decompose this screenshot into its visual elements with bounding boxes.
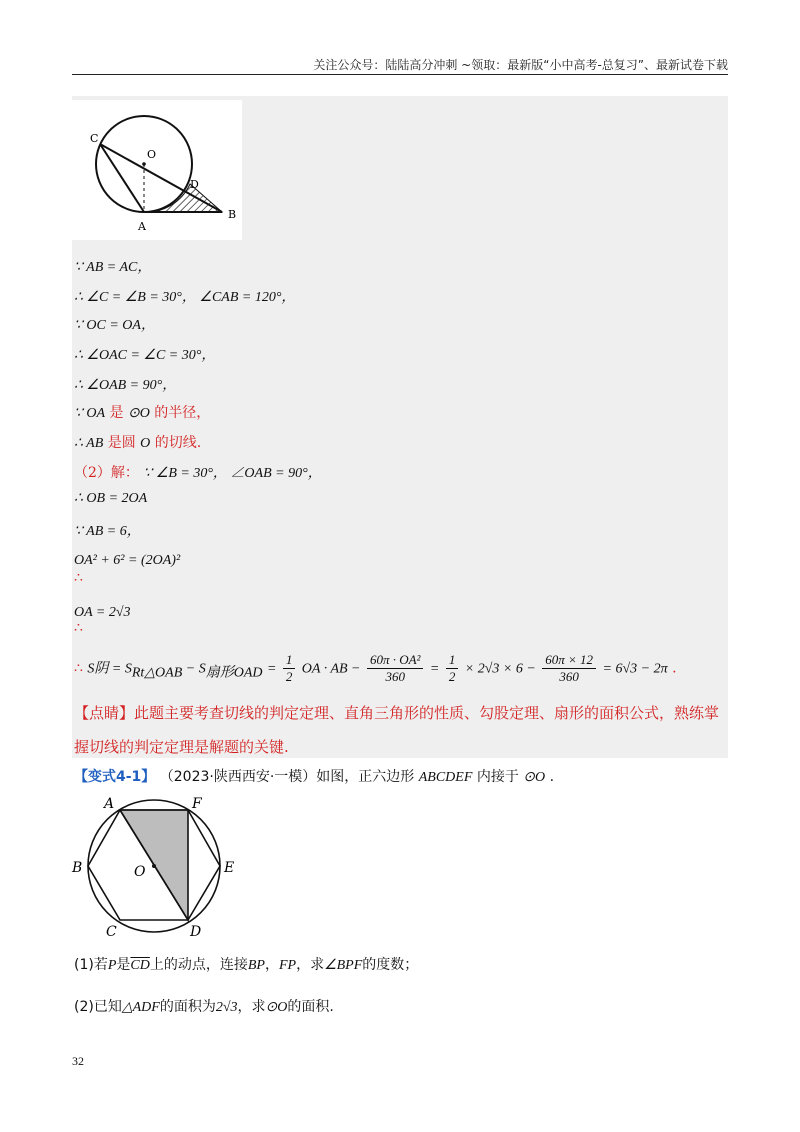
segment-cb <box>100 144 222 212</box>
variant-poly: ABCDEF <box>418 770 473 785</box>
proof-line-11-therefore: ∴ <box>74 570 83 586</box>
proof-line-6-c: ⊙O <box>127 406 150 421</box>
proof-line-8-b: ∵ ∠B = 30°， ∠OAB = 90°， <box>143 466 322 481</box>
proof-line-8-a: （2）解： <box>74 465 139 481</box>
proof-line-13-t1: OA · AB − <box>301 661 361 677</box>
proof-line-13-t3: = 6√3 − 2π <box>602 661 668 677</box>
label-hex-d: D <box>190 924 202 936</box>
label-hex-c: C <box>106 924 117 936</box>
proof-line-6 <box>74 402 210 422</box>
proof-line-13 <box>74 652 677 685</box>
shaded-region <box>144 184 222 212</box>
proof-line-5: ∴ ∠OAB = 90°， <box>74 378 177 393</box>
proof-line-13-eq2: = <box>429 661 440 677</box>
point-o2 <box>152 864 156 868</box>
fraction-2: $\frac{\text{60π · OA²}}{360}$ <box>367 652 424 685</box>
proof-line-7-a: ∴ AB <box>74 436 104 451</box>
proof-line-12-eq: OA = 2√3 <box>74 605 131 620</box>
proof-line-12-therefore: ∴ <box>74 620 83 636</box>
proof-line-13-t2: × 2√3 × 6 − <box>464 661 536 677</box>
question-2: (2)已知△ADF的面积为2√3，求⊙O的面积. <box>74 999 334 1015</box>
label-hex-o: O <box>134 864 146 880</box>
proof-line-4: ∴ ∠OAC = ∠C = 30°， <box>74 348 216 363</box>
proof-line-2: ∴ ∠C = ∠B = 30°， ∠CAB = 120°， <box>74 290 296 305</box>
variant-tag: 【变式4-1】 <box>74 769 156 785</box>
proof-line-6-a: ∵ OA <box>74 406 106 421</box>
segment-ca <box>100 144 144 212</box>
figure-circle-tangent <box>72 100 242 240</box>
proof-line-11 <box>74 552 180 569</box>
proof-line-7-b: 是圆 <box>107 435 136 451</box>
proof-line-10: ∵ AB = 6， <box>74 524 141 539</box>
variant-mid: 内接于 <box>476 769 519 785</box>
note-dianjing: 【点睛】此题主要考查切线的判定定理、直角三角形的性质、勾股定理、扇形的面积公式，熟练掌握切线的判定定理是解题的关键. <box>74 704 720 756</box>
label-o: O <box>147 148 157 161</box>
label-b: B <box>228 208 237 221</box>
proof-line-9: ∴ OB = 2OA <box>74 491 148 506</box>
proof-line-11-eq: OA² + 6² = (2OA)² <box>74 553 181 568</box>
label-hex-a: A <box>104 796 115 812</box>
proof-line-7-c: O <box>140 436 151 451</box>
label-c: C <box>90 132 99 145</box>
variant-end: . <box>549 769 555 785</box>
proof-line-13-mid: − S <box>182 661 206 677</box>
proof-line-13-therefore: ∴ <box>74 660 83 677</box>
point-o <box>142 162 146 166</box>
label-hex-f: F <box>192 796 202 812</box>
proof-line-13-end: . <box>672 660 677 677</box>
proof-line-13-eq: = <box>266 661 277 677</box>
label-d: D <box>190 178 199 191</box>
proof-line-3: ∵ OC = OA， <box>74 318 155 333</box>
variant-circle: ⊙O <box>523 770 546 785</box>
label-hex-e: E <box>224 860 235 876</box>
page-header: 关注公众号：陆陆高分冲刺 ~领取：最新版“小中高考-总复习”、最新试卷下载 <box>313 58 728 72</box>
proof-line-13-sub1: Rt△OAB <box>131 665 183 681</box>
proof-line-13-sub2: 扇形OAD <box>205 665 263 681</box>
proof-line-7-d: 的切线. <box>154 435 202 451</box>
label-a: A <box>138 220 146 233</box>
proof-line-12 <box>74 604 131 621</box>
question-1: (1)若P是$\overline{CD}$上的动点，连接BP，FP，求∠BPF的度数； <box>74 957 419 973</box>
proof-line-1: ∵ AB = AC， <box>74 260 152 275</box>
fraction-1: $\frac{1}{2}$ <box>283 652 296 685</box>
proof-line-6-d: 的半径， <box>154 405 211 421</box>
proof-line-8 <box>74 462 322 482</box>
fraction-4: $\frac{60\pi \times 12}{360}$ <box>542 652 596 685</box>
header-rule <box>72 74 728 75</box>
fraction-3: $\frac{1}{2}$ <box>446 652 459 685</box>
label-hex-b: B <box>72 860 83 876</box>
page-number: 32 <box>72 1054 84 1068</box>
proof-line-6-b: 是 <box>109 405 124 421</box>
proof-line-13-lhs: S阴 = S <box>87 661 132 677</box>
variant-source: （2023·陕西西安·一模）如图，正六边形 <box>159 769 415 785</box>
variant-title <box>74 766 554 786</box>
figure-hexagon <box>70 796 240 936</box>
proof-line-7 <box>74 432 201 452</box>
